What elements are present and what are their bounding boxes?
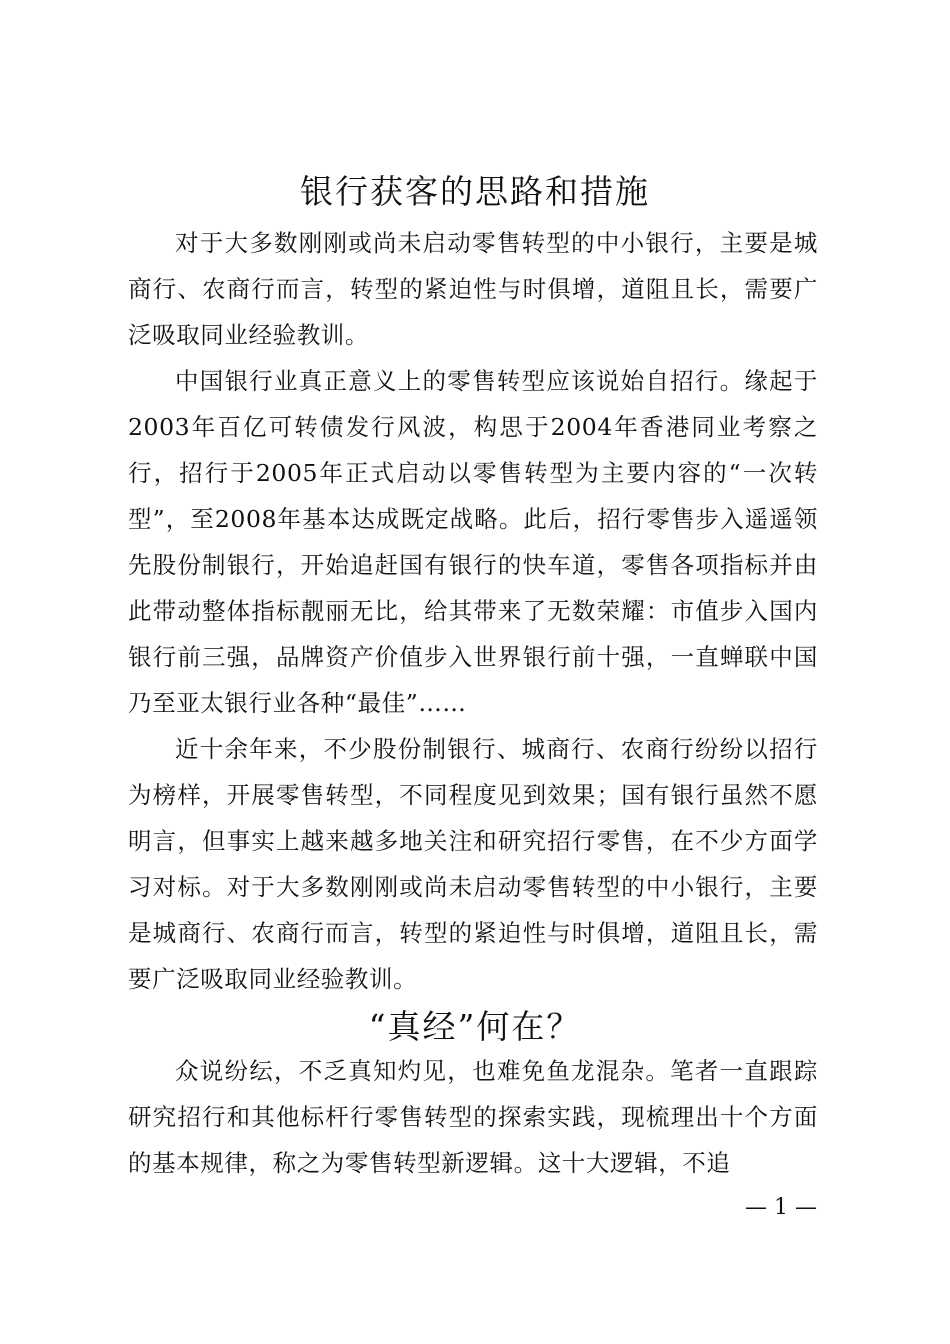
page-number: — 1 — <box>745 1195 817 1220</box>
document-title: 银行获客的思路和措施 <box>300 172 650 211</box>
paragraph-history: 中国银行业真正意义上的零售转型应该说始自招行。缘起于2003年百亿可转债发行风波，构思于2004年香港同业考察之行，招行于2005年正式启动以零售转型为主要内容的“一次转型”，至2008年基本达成既定战略。此后，招行零售步入遥遥领先股份制银行，开始追赶国有银行的快车道，零售各项指标并由此带动整体指标靓丽无比，给其带来了无数荣耀：市值步入国内银行前三强，品牌资产价值步入世界银行前十强，一直蝉联中国乃至亚太银行业各种“最佳”…… <box>128 367 818 717</box>
paragraph-intro: 对于大多数刚刚或尚未启动零售转型的中小银行，主要是城商行、农商行而言，转型的紧迫性与时俱增，道阻且长，需要广泛吸取同业经验教训。 <box>128 229 818 349</box>
section-heading: “真经”何在？ <box>368 1007 582 1046</box>
paragraph-recent: 近十余年来，不少股份制银行、城商行、农商行纷纷以招行为榜样，开展零售转型，不同程度见到效果；国有银行虽然不愿明言，但事实上越来越多地关注和研究招行零售，在不少方面学习对标。对于大多数刚刚或尚未启动零售转型的中小银行，主要是城商行、农商行而言，转型的紧迫性与时俱增，道阻且长，需要广泛吸取同业经验教训。 <box>128 735 818 993</box>
paragraph-section-body: 众说纷纭，不乏真知灼见，也难免鱼龙混杂。笔者一直跟踪研究招行和其他标杆行零售转型的探索实践，现梳理出十个方面的基本规律，称之为零售转型新逻辑。这十大逻辑，不追 <box>128 1057 818 1177</box>
